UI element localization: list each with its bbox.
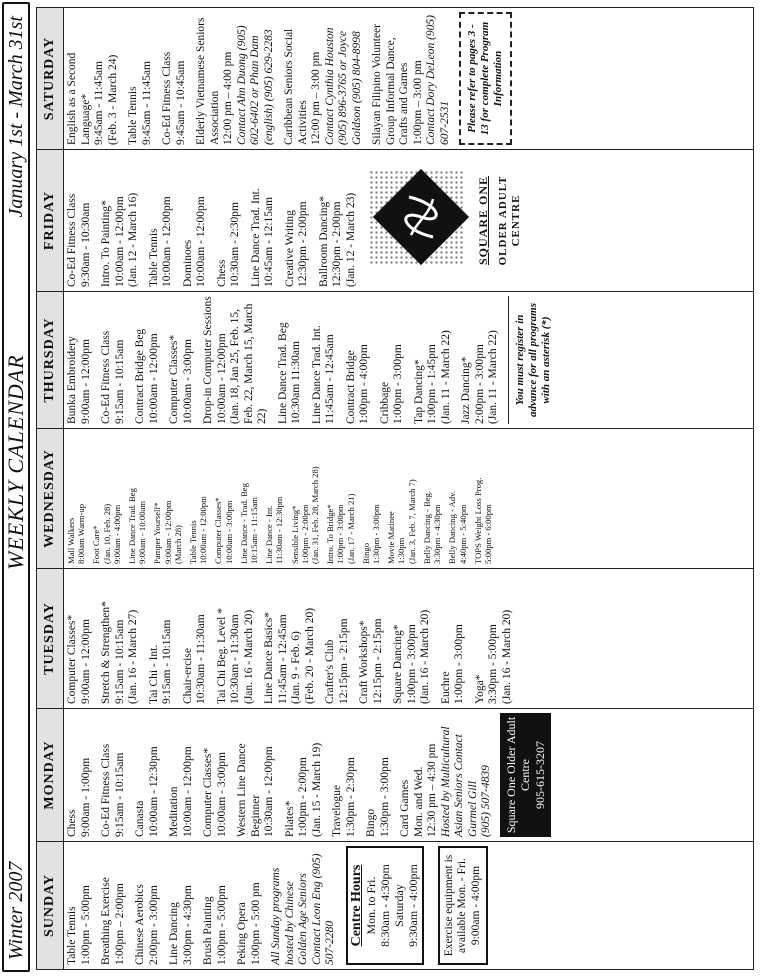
program-item bbox=[188, 433, 208, 564]
program-name: Pamper Yourself* bbox=[152, 502, 163, 564]
program-name: Line Dance Trad. Int. bbox=[249, 188, 262, 287]
program-name: Ballroom Dancing* bbox=[317, 195, 330, 287]
program-name: Canasta bbox=[134, 800, 146, 837]
program-item bbox=[447, 433, 467, 564]
program-item bbox=[311, 296, 338, 424]
program-item bbox=[392, 573, 433, 704]
program-contact: Contact Ahn Duong (905) 602-6402 or Phan Dam (english) (905) 629-2283 bbox=[235, 25, 275, 145]
logo-text-line: OLDER ADULT bbox=[497, 175, 509, 266]
program-name: Belly Dancing - Beg. bbox=[421, 490, 432, 564]
program-item bbox=[66, 154, 93, 287]
program-item bbox=[283, 12, 364, 145]
program-name: Chess bbox=[66, 809, 78, 837]
program-item bbox=[66, 12, 120, 145]
program-name: Co-Ed Fitness Class bbox=[66, 193, 78, 287]
program-name: Table Tennis bbox=[147, 228, 160, 287]
program-name: Computer Classes* bbox=[168, 334, 180, 424]
centre-hours-line: 9:30am - 4:00pm bbox=[405, 864, 420, 947]
day-header-row bbox=[37, 8, 64, 970]
program-time: 10:30am - 12:00pm bbox=[263, 746, 275, 837]
program-item bbox=[100, 154, 141, 287]
program-item bbox=[182, 573, 209, 704]
program-name: Card Games bbox=[399, 779, 411, 837]
weekly-calendar-table bbox=[36, 7, 754, 970]
program-dates: (Jan. 11 - March 22) bbox=[439, 330, 452, 424]
program-item bbox=[236, 713, 277, 837]
program-item bbox=[202, 713, 229, 837]
date-range: January 1st - March 31st bbox=[5, 16, 27, 218]
program-time: 11:30am - 12:30pm bbox=[274, 496, 285, 564]
program-time: 8:00am Warm-up bbox=[76, 503, 87, 564]
program-name: Caribbean Seniors Social Activities bbox=[283, 28, 309, 145]
program-dates: (Feb. 3 - March 24) bbox=[106, 54, 119, 145]
program-name: Table Tennis bbox=[66, 906, 78, 965]
day-header-wednesday: WEDNESDAY bbox=[37, 429, 64, 569]
program-time: 10:00am - 12:00pm bbox=[198, 496, 209, 564]
program-info-note: Please refer to pages 3 - 13 for complete Program Information bbox=[459, 12, 512, 145]
sunday-column bbox=[64, 842, 754, 970]
program-time: 1:00pm - 5:00pm bbox=[215, 885, 228, 965]
program-name: Meditation bbox=[168, 786, 180, 837]
program-time: 10:30am - 11:30am bbox=[195, 614, 207, 704]
program-name: Yoga* bbox=[473, 674, 486, 704]
program-name: Jazz Dancing* bbox=[460, 356, 472, 424]
program-time: 10:30am 11:30am bbox=[290, 341, 302, 424]
program-time: 2:00pm - 3:00pm bbox=[473, 344, 486, 424]
program-dates: (Jan. 10, Feb. 28) bbox=[101, 503, 112, 564]
program-item bbox=[66, 573, 93, 704]
program-time: 12:15pm - 2:15pm bbox=[371, 618, 384, 704]
program-time: 10:30am - 11:30am bbox=[229, 614, 241, 704]
program-dates: (Jan. 31, Feb. 28, March 28) bbox=[310, 466, 321, 564]
program-time: 10:45am - 12:15am bbox=[263, 196, 275, 287]
program-item bbox=[202, 846, 229, 965]
program-item bbox=[100, 846, 127, 965]
centre-hours-title: Centre Hours bbox=[348, 864, 364, 947]
logo-text-square-one: SQUARE ONE bbox=[476, 176, 490, 266]
program-name: Foot Care* bbox=[91, 525, 102, 564]
program-item bbox=[182, 154, 209, 287]
program-item bbox=[422, 433, 442, 564]
program-time: 1:00pm - 1:45pm bbox=[426, 344, 438, 424]
program-time: 9:15am - 10:15am bbox=[113, 619, 126, 704]
program-dates: (March 28) bbox=[172, 525, 183, 564]
program-time: 9:15am - 10:15am bbox=[113, 339, 126, 424]
program-name: Elderly Vietnamese Seniors Association bbox=[195, 17, 221, 145]
program-item bbox=[239, 433, 259, 564]
day-header-monday: MONDAY bbox=[37, 709, 64, 842]
program-item bbox=[134, 296, 161, 424]
day-header-saturday: SATURDAY bbox=[37, 8, 64, 150]
program-time: 1:30pm - 2:30pm bbox=[344, 757, 357, 837]
centre-hours-line: Saturday bbox=[391, 884, 406, 927]
monday-host-phone: (905) 507-4839 bbox=[480, 765, 492, 837]
program-time: 3:30pm - 5:00pm bbox=[487, 624, 499, 704]
program-item bbox=[284, 713, 325, 837]
program-time: 3:30pm - 4:30pm bbox=[432, 504, 443, 564]
program-item bbox=[127, 12, 154, 145]
program-time: 9:00am - 12:00pm bbox=[79, 619, 92, 704]
program-time: 9:30am - 10:30am bbox=[79, 202, 92, 287]
program-dates: (Jan. 16 - March 20) bbox=[500, 609, 513, 704]
program-item bbox=[365, 713, 392, 837]
program-name: Craft Workshops* bbox=[358, 620, 370, 704]
program-time: 10:00am - 12:00pm bbox=[195, 196, 207, 287]
program-time: 10:15am - 11:15am bbox=[249, 497, 260, 564]
program-name: Euchre bbox=[439, 671, 452, 704]
program-name: Dominoes bbox=[181, 239, 194, 287]
program-name: Line Dance Basics* bbox=[263, 612, 275, 704]
program-name: Line Dance Trad. Beg bbox=[127, 488, 138, 564]
program-item bbox=[399, 713, 440, 837]
tuesday-column bbox=[64, 569, 754, 709]
season-label: Winter 2007 bbox=[5, 861, 27, 960]
program-item bbox=[379, 296, 406, 424]
program-name: Contract Bridge Beg bbox=[134, 328, 146, 424]
program-name: Intro. To Painting* bbox=[100, 200, 112, 287]
page-title: WEEKLY CALENDAR bbox=[3, 354, 28, 570]
program-item bbox=[127, 433, 147, 564]
program-name: Cribbage bbox=[378, 381, 391, 424]
program-contact: Contact Dory DeLeon (905) 607-2531 bbox=[425, 15, 451, 145]
program-item bbox=[386, 433, 417, 564]
program-name: Stretch & Strengthen* bbox=[100, 601, 112, 704]
program-time: 10:30am - 2:30pm bbox=[229, 202, 241, 287]
program-item bbox=[100, 573, 141, 704]
program-time: 9:00am - 1:00pm bbox=[79, 757, 92, 837]
friday-column bbox=[64, 150, 754, 292]
program-time: 1:30pm - 3:00pm bbox=[378, 757, 391, 837]
program-time: 11:45am - 12:45am bbox=[324, 334, 336, 424]
program-time: 12:15pm - 2:15pm bbox=[337, 618, 350, 704]
program-dates: (Jan. 16 - March 20) bbox=[242, 609, 255, 704]
program-dates: (Jan. 11 - March 22) bbox=[487, 330, 499, 424]
program-name: Square Dancing* bbox=[392, 624, 404, 704]
program-item bbox=[216, 154, 243, 287]
program-time: 10:00am - 12:30pm bbox=[147, 746, 160, 837]
program-item bbox=[331, 713, 358, 837]
program-item bbox=[250, 154, 277, 287]
program-name: Bunka Embroidery bbox=[66, 336, 78, 424]
program-item bbox=[325, 433, 356, 564]
program-time: 1:00pm - 5:00pm bbox=[79, 885, 92, 965]
logo-swirl-icon bbox=[389, 185, 453, 249]
program-item bbox=[91, 433, 122, 564]
program-name: Creative Writing bbox=[283, 210, 296, 287]
program-name: Bingo bbox=[360, 542, 371, 564]
program-item bbox=[168, 296, 195, 424]
program-time: 9:00am - 12:00pm bbox=[162, 500, 173, 564]
program-time: 9:45am - 11:45am bbox=[93, 61, 105, 145]
program-time: 12:00 pm – 3:00 pm bbox=[310, 51, 322, 145]
program-time: 12:30pm - 2:00pm bbox=[297, 201, 309, 287]
program-item bbox=[148, 154, 175, 287]
program-time: 9:15am - 10:15am bbox=[113, 752, 126, 837]
program-name: Travelogue bbox=[331, 785, 343, 837]
program-name: Table Tennis bbox=[127, 86, 139, 145]
program-time: 2:00pm - 3:00pm bbox=[147, 885, 160, 965]
program-time: 12:00 pm – 4:00 pm bbox=[222, 51, 234, 145]
program-time: 9:00am - 4:00pm bbox=[111, 504, 122, 564]
program-name: Line Dance - Int. bbox=[264, 505, 275, 564]
program-time: 1:30pm - 3:00pm bbox=[371, 504, 382, 564]
program-item bbox=[134, 846, 161, 965]
program-dates: (Jan. 16 - March 20) bbox=[419, 609, 431, 704]
program-time: 10:00am - 12:00pm bbox=[215, 333, 228, 424]
program-name: Chair-ercise bbox=[181, 648, 194, 704]
program-name: Brush Painting bbox=[202, 896, 214, 965]
program-name: Computer Classes* bbox=[66, 614, 78, 704]
program-time: 1:00pm - 3:00pm bbox=[405, 624, 418, 704]
program-item bbox=[202, 296, 270, 424]
program-name: Breathing Exercise bbox=[100, 877, 112, 965]
monday-host-note: Hosted by Multicultural Asian Seniors Contact Gurmel Gill bbox=[439, 726, 479, 837]
program-name: Silayan Filipino Volunteer Group Informal Dance, Crafts and Games bbox=[371, 24, 410, 145]
program-item bbox=[66, 846, 93, 965]
program-item bbox=[413, 296, 454, 424]
program-time: 9:00am - 12:00pm bbox=[79, 339, 92, 424]
program-name: Computer Classes* bbox=[202, 747, 214, 837]
program-dates: (Jan. 16 - March 27) bbox=[127, 609, 139, 704]
monday-column bbox=[64, 709, 754, 842]
program-dates: (Jan. 3, Feb. 7, March 7) bbox=[406, 479, 417, 564]
program-name: Crafter's Club bbox=[324, 639, 336, 704]
logo-text-centre bbox=[497, 154, 523, 287]
program-item bbox=[216, 573, 257, 704]
program-name: English as a Second Language* bbox=[66, 52, 92, 145]
program-item bbox=[148, 573, 175, 704]
sunday-host-note: All Sunday programs hosted by Chinese Golden Age Seniors Contact Leon Eng (905) 507-2280 bbox=[270, 853, 336, 965]
program-item bbox=[324, 573, 351, 704]
program-name: Bingo bbox=[365, 808, 377, 837]
centre-hours-line: Mon. to Fri. bbox=[363, 876, 378, 935]
program-dates: (Jan. 12 - March 16) bbox=[127, 192, 139, 287]
program-name: Pilates* bbox=[283, 800, 296, 837]
program-time: 10:00am - 12:00pm bbox=[147, 333, 160, 424]
program-time: 1:00pm - 2:00pm bbox=[297, 757, 309, 837]
program-item bbox=[263, 573, 317, 704]
program-name: Co-Ed Fitness Class bbox=[100, 743, 112, 837]
program-item bbox=[318, 154, 359, 287]
program-time: 10:00am - 3:00pm bbox=[181, 339, 194, 424]
centre-contact-box bbox=[500, 713, 552, 837]
program-time: 9:45am - 11:45am bbox=[140, 61, 153, 145]
program-dates: 12:30 pm – 4:30 pm bbox=[426, 743, 438, 837]
program-item bbox=[440, 573, 467, 704]
program-item bbox=[371, 12, 452, 145]
programs-row bbox=[64, 8, 754, 970]
program-dates: (Feb. 20 - March 20) bbox=[303, 607, 316, 704]
program-dates: (Jan. 12 - March 23) bbox=[344, 192, 357, 287]
program-time: 9:15am - 10:15am bbox=[161, 619, 173, 704]
program-time: 1:30pm bbox=[396, 537, 407, 564]
program-item bbox=[66, 713, 93, 837]
program-time: 10:00am - 12:00pm bbox=[181, 746, 194, 837]
exercise-equipment-box: Exercise equipment is available Mon. - Fri. 9:00am - 4:00pm bbox=[438, 846, 489, 965]
program-item bbox=[474, 573, 515, 704]
program-item bbox=[66, 296, 93, 424]
program-item bbox=[361, 433, 381, 564]
program-item bbox=[284, 154, 311, 287]
program-time: 11:45am - 12:45am bbox=[276, 614, 289, 704]
program-item bbox=[168, 846, 195, 965]
program-time: 1:00pm – 3:00 pm bbox=[411, 60, 424, 145]
program-time: 9:00am - 10:00am bbox=[137, 500, 148, 564]
program-name: Drop-in Computer Sessions bbox=[202, 296, 214, 424]
program-time: 10:00am - 3:00pm bbox=[223, 500, 234, 564]
program-time: 1:00pm - 4:00pm bbox=[358, 344, 370, 424]
program-item bbox=[213, 433, 233, 564]
day-header-friday: FRIDAY bbox=[37, 150, 64, 292]
day-header-tuesday: TUESDAY bbox=[37, 569, 64, 709]
program-name: Belly Dancing - Adv. bbox=[447, 491, 458, 564]
program-dates: (Jan. 15 - March 19) bbox=[310, 742, 323, 837]
saturday-column bbox=[64, 8, 754, 150]
program-time: 1:00pm - 5:00 pm bbox=[249, 882, 262, 965]
program-name: Table Tennis bbox=[188, 520, 199, 564]
program-item bbox=[473, 433, 493, 564]
program-name: Tap Dancing* bbox=[412, 359, 425, 424]
program-item bbox=[66, 433, 86, 564]
registration-note: You must register in advance for all programs with an asterisk (*) bbox=[508, 296, 553, 424]
program-time: 10:00am - 3:00pm bbox=[215, 752, 228, 837]
program-dates: (Jan. 17 - March 21) bbox=[345, 493, 356, 564]
program-time: 1:00pm – 2:00pm bbox=[113, 883, 126, 965]
centre-hours-line: 8:30am - 4:30pm bbox=[377, 864, 392, 947]
program-name: Co-Ed Fitness Class bbox=[161, 51, 173, 145]
program-name: Contract Bridge bbox=[344, 350, 357, 424]
program-name: Chinese Aerobics bbox=[134, 884, 146, 965]
centre-logo bbox=[365, 154, 535, 287]
program-name: Tai Chi - Int. bbox=[147, 644, 160, 704]
program-item bbox=[161, 12, 188, 145]
program-name: Intro. To Bridge* bbox=[325, 504, 336, 564]
program-item bbox=[358, 573, 385, 704]
program-name: Sensible Living* bbox=[289, 505, 300, 564]
logo-text-line: CENTRE bbox=[510, 194, 522, 247]
program-time: 3:00pm - 4:30pm bbox=[181, 885, 194, 965]
program-time: 1:00pm - 3:00pm bbox=[453, 624, 465, 704]
program-item bbox=[236, 846, 263, 965]
program-time: 10:00am - 12:00pm bbox=[161, 196, 173, 287]
program-name: Peking Opera bbox=[236, 902, 248, 965]
program-name: Line Dancing bbox=[168, 902, 180, 965]
program-time: Mon. and Wed. bbox=[412, 766, 425, 837]
program-item bbox=[100, 713, 127, 837]
program-name: Western Line Dance Beginner bbox=[236, 743, 262, 837]
program-name: Co-Ed Fitness Class bbox=[100, 330, 112, 424]
program-item bbox=[345, 296, 372, 424]
program-time: 10:00am - 12:00pm bbox=[113, 196, 126, 287]
program-time: 9:45am - 10:45am bbox=[174, 60, 187, 145]
wednesday-column bbox=[64, 429, 754, 569]
program-item bbox=[277, 296, 304, 424]
program-item bbox=[264, 433, 284, 564]
program-item bbox=[152, 433, 183, 564]
program-name: Line Dance Trad. Beg bbox=[276, 322, 289, 424]
program-name: Chess bbox=[215, 259, 228, 287]
program-name: Mall Walkers bbox=[66, 517, 76, 564]
day-header-thursday: THURSDAY bbox=[37, 292, 64, 429]
program-name: TOPS Weight Loss Prog. bbox=[472, 477, 483, 564]
program-name: Movie Matinee bbox=[386, 511, 397, 564]
centre-phone: 905-615-3207 bbox=[532, 741, 547, 809]
program-time: 1:00pm - 3:00pm bbox=[335, 504, 346, 564]
program-item bbox=[100, 296, 127, 424]
program-name: Line Dance Trad. Int. bbox=[310, 325, 323, 424]
program-name: Line Dance - Trad. Beg bbox=[238, 483, 249, 564]
program-dates: (Jan. 18, Jan 25, Feb. 15, Feb. 22, March 15, March 22) bbox=[229, 303, 268, 424]
program-item bbox=[168, 713, 195, 837]
centre-name: Square One Older Adult Centre bbox=[503, 716, 532, 834]
program-time: 12:30pm - 2:00pm bbox=[331, 201, 343, 287]
program-dates: (Jan. 9 - Feb. 6) bbox=[290, 631, 302, 704]
thursday-column bbox=[64, 292, 754, 429]
program-time: 1:00pm - 2:00pm bbox=[299, 504, 310, 564]
day-header-sunday: SUNDAY bbox=[37, 842, 64, 970]
program-item bbox=[290, 433, 321, 564]
program-item bbox=[460, 296, 501, 424]
program-name: Tai Chi Beg. Level * bbox=[215, 608, 228, 704]
program-item bbox=[134, 713, 161, 837]
program-name: Computer Classes* bbox=[213, 497, 224, 564]
program-item bbox=[195, 12, 276, 145]
program-time: 5:00pm - 6:00pm bbox=[482, 504, 493, 564]
program-time: 4:40pm - 5:40pm bbox=[457, 504, 468, 564]
centre-hours-box bbox=[346, 846, 424, 965]
page-header bbox=[2, 2, 30, 972]
program-time: 1:00pm - 3:00pm bbox=[392, 344, 404, 424]
program-contact: Contact Cynthia Houston (905) 896-3765 or Joyce Goldson (905) 804-8998 bbox=[323, 27, 363, 145]
